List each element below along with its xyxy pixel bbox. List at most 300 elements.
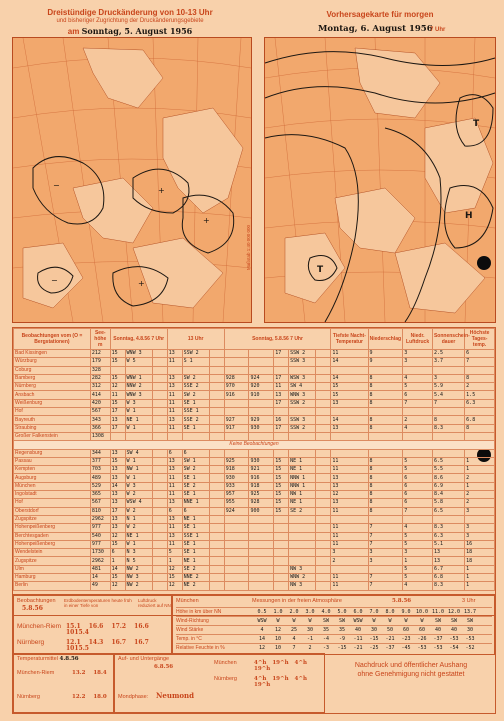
table-cell (289, 532, 316, 540)
table-cell (224, 408, 249, 416)
table-cell (152, 499, 167, 507)
station-name: Coburg (14, 366, 91, 374)
table-cell: W 1 (125, 424, 152, 432)
station-name: Bamberg (14, 374, 91, 382)
table-cell (432, 408, 464, 416)
table-cell: 8.6 (432, 474, 464, 482)
table-cell (403, 366, 433, 374)
table-cell (316, 449, 331, 457)
station-name: Hohenpeißenberg (14, 540, 91, 548)
table-cell (152, 391, 167, 399)
svg-text:H: H (465, 211, 473, 221)
table-cell: 13 (110, 524, 125, 532)
atmosphere-row (176, 625, 492, 634)
table-cell: 7 (403, 507, 433, 515)
table-cell (465, 515, 495, 523)
table-cell (368, 515, 403, 523)
table-cell: 925 (224, 457, 249, 465)
table-cell: SE 2 (182, 565, 209, 573)
table-row (14, 432, 495, 440)
table-cell: 17 (274, 424, 289, 432)
station-name: Straubing (14, 424, 91, 432)
station-height: 567 (90, 499, 110, 507)
table-cell (224, 549, 249, 557)
table-row (14, 466, 495, 474)
table-cell: 924 (249, 374, 274, 382)
table-cell (274, 524, 289, 532)
table-cell: WNW 3 (125, 350, 152, 358)
table-cell (316, 574, 331, 582)
mess-label: Messungen in der freien Atmosphäre (252, 598, 342, 604)
station-height: 1308 (90, 432, 110, 440)
table-cell (316, 424, 331, 432)
table-cell: 1 (465, 457, 495, 465)
svg-text:−: − (53, 181, 60, 190)
table-cell: 8 (465, 424, 495, 432)
table-cell: NW 2 (125, 582, 152, 590)
table-cell: 11 (167, 424, 182, 432)
table-cell: 4 (403, 582, 433, 590)
table-cell (110, 432, 125, 440)
atmosphere-cell: W (276, 618, 280, 624)
table-cell (465, 408, 495, 416)
atmosphere-cell: WSW (257, 618, 267, 624)
table-cell: 13 (110, 491, 125, 499)
left-pressure-map (12, 37, 252, 323)
table-cell (152, 449, 167, 457)
table-cell: W 1 (125, 540, 152, 548)
table-cell: 6 (182, 449, 209, 457)
table-cell (316, 358, 331, 366)
station-name: Berlin (14, 582, 91, 590)
atmosphere-cell: W (420, 618, 424, 624)
atmosphere-cell: WSW (353, 618, 363, 624)
atmosphere-row (176, 634, 492, 643)
table-cell: 13 (331, 499, 368, 507)
table-row (14, 549, 495, 557)
table-cell: WNW 2 (289, 574, 316, 582)
atmosphere-cell: -53 (417, 645, 427, 651)
table-cell: 5 (167, 549, 182, 557)
table-cell (224, 532, 249, 540)
svg-text:+: + (158, 186, 165, 195)
table-cell (316, 507, 331, 515)
svg-text:T: T (473, 119, 480, 129)
table-cell: 11 (331, 350, 368, 358)
table-cell: 12 (167, 582, 182, 590)
table-cell: 920 (249, 383, 274, 391)
table-cell (224, 449, 249, 457)
table-cell: 5.4 (432, 391, 464, 399)
table-cell: 8 (368, 374, 403, 382)
col-height: See-höhe m (90, 329, 110, 350)
table-cell (152, 466, 167, 474)
table-cell (432, 515, 464, 523)
table-cell (209, 582, 224, 590)
table-cell (152, 482, 167, 490)
table-row (14, 491, 495, 499)
table-cell (274, 408, 289, 416)
table-cell (182, 432, 209, 440)
table-cell (249, 574, 274, 582)
table-cell (316, 350, 331, 358)
table-cell (152, 399, 167, 407)
table-cell: 9 (368, 350, 403, 358)
table-cell: 15 (274, 474, 289, 482)
table-row (14, 532, 495, 540)
atmosphere-cell: 60 (402, 627, 410, 633)
table-cell (152, 582, 167, 590)
svg-text:+: + (203, 216, 210, 225)
table-cell (110, 366, 125, 374)
table-cell: 3 (465, 507, 495, 515)
table-cell (368, 449, 403, 457)
table-cell (209, 557, 224, 565)
atmosphere-cell: -52 (465, 645, 475, 651)
table-cell (209, 358, 224, 366)
table-cell: 6.8 (432, 574, 464, 582)
table-cell (224, 515, 249, 523)
subheader-row (14, 441, 495, 449)
svg-text:−: − (51, 276, 58, 285)
table-cell: SSW 3 (289, 416, 316, 424)
table-cell: 15 (167, 574, 182, 582)
atmosphere-cell: 11.0 (431, 609, 445, 615)
table-cell: 15 (110, 374, 125, 382)
table-cell (331, 449, 368, 457)
table-cell: 2 (465, 491, 495, 499)
atmosphere-cell: 6.0 (353, 609, 363, 615)
table-row (14, 565, 495, 573)
table-cell: 8 (368, 391, 403, 399)
table-cell: NW 3 (125, 574, 152, 582)
table-cell: 8.3 (432, 524, 464, 532)
table-cell: 927 (224, 416, 249, 424)
right-map-title (300, 10, 460, 19)
table-cell: 8 (368, 482, 403, 490)
soil-col-label: Erdbodentemperaturen heute früh in einer Tiefe von (64, 598, 132, 608)
svg-text:+: + (138, 279, 145, 288)
table-cell: 13 (167, 383, 182, 391)
table-cell: 1.5 (465, 391, 495, 399)
table-cell (289, 515, 316, 523)
table-cell: 16 (465, 540, 495, 548)
sun-row-2-name: Nürnberg (214, 676, 237, 682)
atmosphere-box (171, 595, 495, 655)
temp-row-1-name: München-Riem (17, 670, 55, 676)
table-cell (224, 540, 249, 548)
table-cell: 916 (224, 391, 249, 399)
col-extra-5: Höchste Tages-temp. (465, 329, 495, 350)
atmosphere-row-label: Wind Stärke (176, 627, 204, 633)
col-extra-1: Tiefste Nacht-Temperatur (331, 329, 368, 350)
table-cell: 13 (167, 350, 182, 358)
table-cell: NNE 1 (182, 499, 209, 507)
table-cell: 6 (182, 507, 209, 515)
table-row (14, 358, 495, 366)
table-cell: NE 1 (289, 457, 316, 465)
table-cell (209, 399, 224, 407)
table-cell: 13 (274, 391, 289, 399)
table-cell: 12 (110, 582, 125, 590)
table-cell (167, 366, 182, 374)
table-cell: 11 (331, 582, 368, 590)
table-cell: 13 (110, 466, 125, 474)
atmosphere-cell: 5.0 (337, 609, 347, 615)
table-cell: NW 2 (125, 565, 152, 573)
table-cell (331, 366, 368, 374)
table-cell: 2.5 (432, 350, 464, 358)
table-cell: 13 (331, 399, 368, 407)
table-cell: 8 (368, 466, 403, 474)
table-cell: 1 (167, 557, 182, 565)
table-cell: SE 1 (182, 399, 209, 407)
table-cell: NE 1 (125, 416, 152, 424)
table-cell: SSE 1 (182, 408, 209, 416)
punch-hole-top (477, 256, 491, 270)
table-cell: 6.3 (432, 532, 464, 540)
table-cell: 11 (167, 391, 182, 399)
table-cell: 13 (110, 515, 125, 523)
table-cell: 15 (274, 457, 289, 465)
atmosphere-row-label: Temp. in °C (176, 636, 202, 642)
table-cell: 15 (274, 491, 289, 499)
station-height: 977 (90, 524, 110, 532)
station-height: 703 (90, 466, 110, 474)
table-cell (249, 358, 274, 366)
station-height: 366 (90, 424, 110, 432)
atmosphere-cell: W (372, 618, 376, 624)
table-cell: SE 1 (182, 424, 209, 432)
station-height: 977 (90, 540, 110, 548)
table-cell: 6 (403, 474, 433, 482)
station-name: Ingolstadt (14, 491, 91, 499)
atmosphere-cell: 2.0 (289, 609, 299, 615)
table-cell: 13 (331, 474, 368, 482)
station-name: Berchtesgaden (14, 532, 91, 540)
table-cell: 6 (403, 499, 433, 507)
table-cell (274, 574, 289, 582)
table-cell (209, 424, 224, 432)
table-cell: 17 (110, 507, 125, 515)
station-name: München (14, 482, 91, 490)
sun-moon-box (113, 653, 325, 713)
place-1-name: München-Riem (17, 623, 62, 630)
col-sun-block: Sonntag, 4.8.56 7 Uhr (110, 329, 167, 350)
col-midday-block: 13 Uhr (167, 329, 224, 350)
table-cell: 3 (403, 350, 433, 358)
col-sonntag-block: Sonntag, 5.8.56 7 Uhr (224, 329, 331, 350)
table-cell: W 5 (125, 358, 152, 366)
table-cell: NE 2 (182, 582, 209, 590)
atmosphere-row (176, 643, 492, 652)
station-height: 377 (90, 457, 110, 465)
table-cell (209, 416, 224, 424)
table-row (14, 416, 495, 424)
table-cell: 5 (403, 565, 433, 573)
table-cell: SW 2 (182, 391, 209, 399)
table-cell: S 1 (182, 358, 209, 366)
table-cell (316, 474, 331, 482)
table-cell (465, 366, 495, 374)
table-cell: 17 (274, 350, 289, 358)
luft-label: Luftdruck reduziert auf NN (138, 598, 171, 608)
table-cell: WSW 4 (125, 499, 152, 507)
table-cell: SSW 2 (289, 399, 316, 407)
table-cell: 6 (403, 391, 433, 399)
table-cell: 8.4 (432, 491, 464, 499)
table-cell: 13 (110, 449, 125, 457)
table-cell (209, 457, 224, 465)
table-cell (209, 391, 224, 399)
table-cell: SSE 1 (182, 532, 209, 540)
table-cell: WNW 3 (289, 391, 316, 399)
table-cell (316, 549, 331, 557)
table-cell: 2 (465, 499, 495, 507)
table-cell: 11 (167, 491, 182, 499)
table-cell: SSW 3 (289, 358, 316, 366)
table-cell: 929 (249, 416, 274, 424)
table-cell (152, 432, 167, 440)
table-cell (249, 408, 274, 416)
table-cell (249, 449, 274, 457)
table-cell: 933 (224, 482, 249, 490)
table-cell (224, 366, 249, 374)
station-height: 2962 (90, 557, 110, 565)
table-cell: 900 (249, 507, 274, 515)
atmosphere-cell: -1 (306, 636, 314, 642)
table-cell: 14 (331, 358, 368, 366)
atmosphere-row-label: Höhe in km über NN (176, 609, 222, 615)
table-cell (316, 532, 331, 540)
table-cell: SW 4 (125, 449, 152, 457)
table-cell: 17 (110, 408, 125, 416)
bottom-panel (12, 594, 496, 714)
table-cell (316, 366, 331, 374)
atmosphere-row-label: Relative Feuchte in % (176, 645, 225, 651)
table-row (14, 391, 495, 399)
table-cell: 928 (249, 499, 274, 507)
observation-table (12, 327, 496, 616)
table-cell: 13 (167, 457, 182, 465)
table-cell: 11 (331, 507, 368, 515)
atmosphere-cell: 25 (290, 627, 298, 633)
table-cell (289, 408, 316, 416)
table-cell: 1 (110, 557, 125, 565)
table-cell: 12 (110, 532, 125, 540)
table-cell: 11 (110, 391, 125, 399)
place-2-vals: 12.1 14.3 16.7 16.7 1015.5 (66, 639, 149, 652)
table-cell: 15 (331, 391, 368, 399)
table-cell: 13 (167, 416, 182, 424)
station-name: Hof (14, 408, 91, 416)
station-name: Hof (14, 499, 91, 507)
table-cell: 5 (403, 457, 433, 465)
table-cell (465, 449, 495, 457)
table-cell: N 3 (125, 549, 152, 557)
table-cell (274, 449, 289, 457)
table-cell: 4 (403, 524, 433, 532)
table-cell: SW 2 (182, 466, 209, 474)
table-cell: 14 (110, 565, 125, 573)
table-cell: 3 (403, 358, 433, 366)
station-height: 14 (90, 574, 110, 582)
table-cell: 5.1 (432, 540, 464, 548)
place-2-name: Nürnberg (17, 639, 45, 646)
table-cell: SSW 2 (289, 424, 316, 432)
station-height: 2962 (90, 515, 110, 523)
atmosphere-cell: -23 (401, 636, 411, 642)
table-cell (224, 574, 249, 582)
atmosphere-cell: 30 (370, 627, 378, 633)
table-cell: 15 (274, 466, 289, 474)
table-cell (316, 466, 331, 474)
station-height: 179 (90, 358, 110, 366)
table-cell: 8 (368, 383, 403, 391)
temp-row-1-vals: 13.2 18.4 (72, 670, 107, 676)
atmosphere-cell: 14 (258, 636, 266, 642)
table-cell (125, 366, 152, 374)
table-row (14, 449, 495, 457)
table-cell: 13 (110, 474, 125, 482)
subheader-text: Keine Beobachtungen (14, 441, 495, 449)
table-cell: 11 (331, 457, 368, 465)
atmosphere-cell: SW (450, 618, 458, 624)
table-cell: 7 (368, 524, 403, 532)
table-cell (274, 557, 289, 565)
table-cell: SSW 2 (289, 350, 316, 358)
table-cell: W 1 (125, 474, 152, 482)
atmosphere-cell: 4 (292, 636, 296, 642)
temp-label: Temperaturmittel 4.8.56 (17, 656, 79, 662)
table-cell: 17 (110, 424, 125, 432)
table-cell: NW 3 (289, 565, 316, 573)
right-title-line1: Vorhersagekarte für morgen (326, 10, 434, 19)
atmosphere-cell: -3 (322, 645, 330, 651)
map-scale: Maßstab 1:40 000 000 (246, 224, 251, 270)
table-cell: 1 (465, 574, 495, 582)
table-cell: 8 (368, 507, 403, 515)
table-cell: 6.8 (465, 416, 495, 424)
table-cell (249, 582, 274, 590)
atmosphere-cell: SW (434, 618, 442, 624)
atmosphere-cell: W (308, 618, 312, 624)
left-map-graphic (13, 38, 251, 322)
table-cell (209, 491, 224, 499)
moon-label: Mondphase: (118, 694, 149, 700)
table-cell (209, 574, 224, 582)
table-cell (331, 515, 368, 523)
table-cell: 15 (110, 574, 125, 582)
station-height: 489 (90, 474, 110, 482)
table-cell: 14 (110, 482, 125, 490)
atmosphere-cell: 13.7 (463, 609, 477, 615)
table-cell: 3 (403, 549, 433, 557)
table-cell (152, 350, 167, 358)
atmosphere-cell: 30 (466, 627, 474, 633)
table-cell: 5 (403, 466, 433, 474)
table-cell (152, 366, 167, 374)
table-cell: W 2 (125, 507, 152, 515)
table-cell (224, 524, 249, 532)
table-cell: NNW 1 (289, 474, 316, 482)
table-cell (316, 557, 331, 565)
table-cell: 11 (167, 408, 182, 416)
table-cell: 2 (465, 383, 495, 391)
table-cell (316, 582, 331, 590)
table-cell: 15 (110, 358, 125, 366)
station-name: Bad Kissingen (14, 350, 91, 358)
